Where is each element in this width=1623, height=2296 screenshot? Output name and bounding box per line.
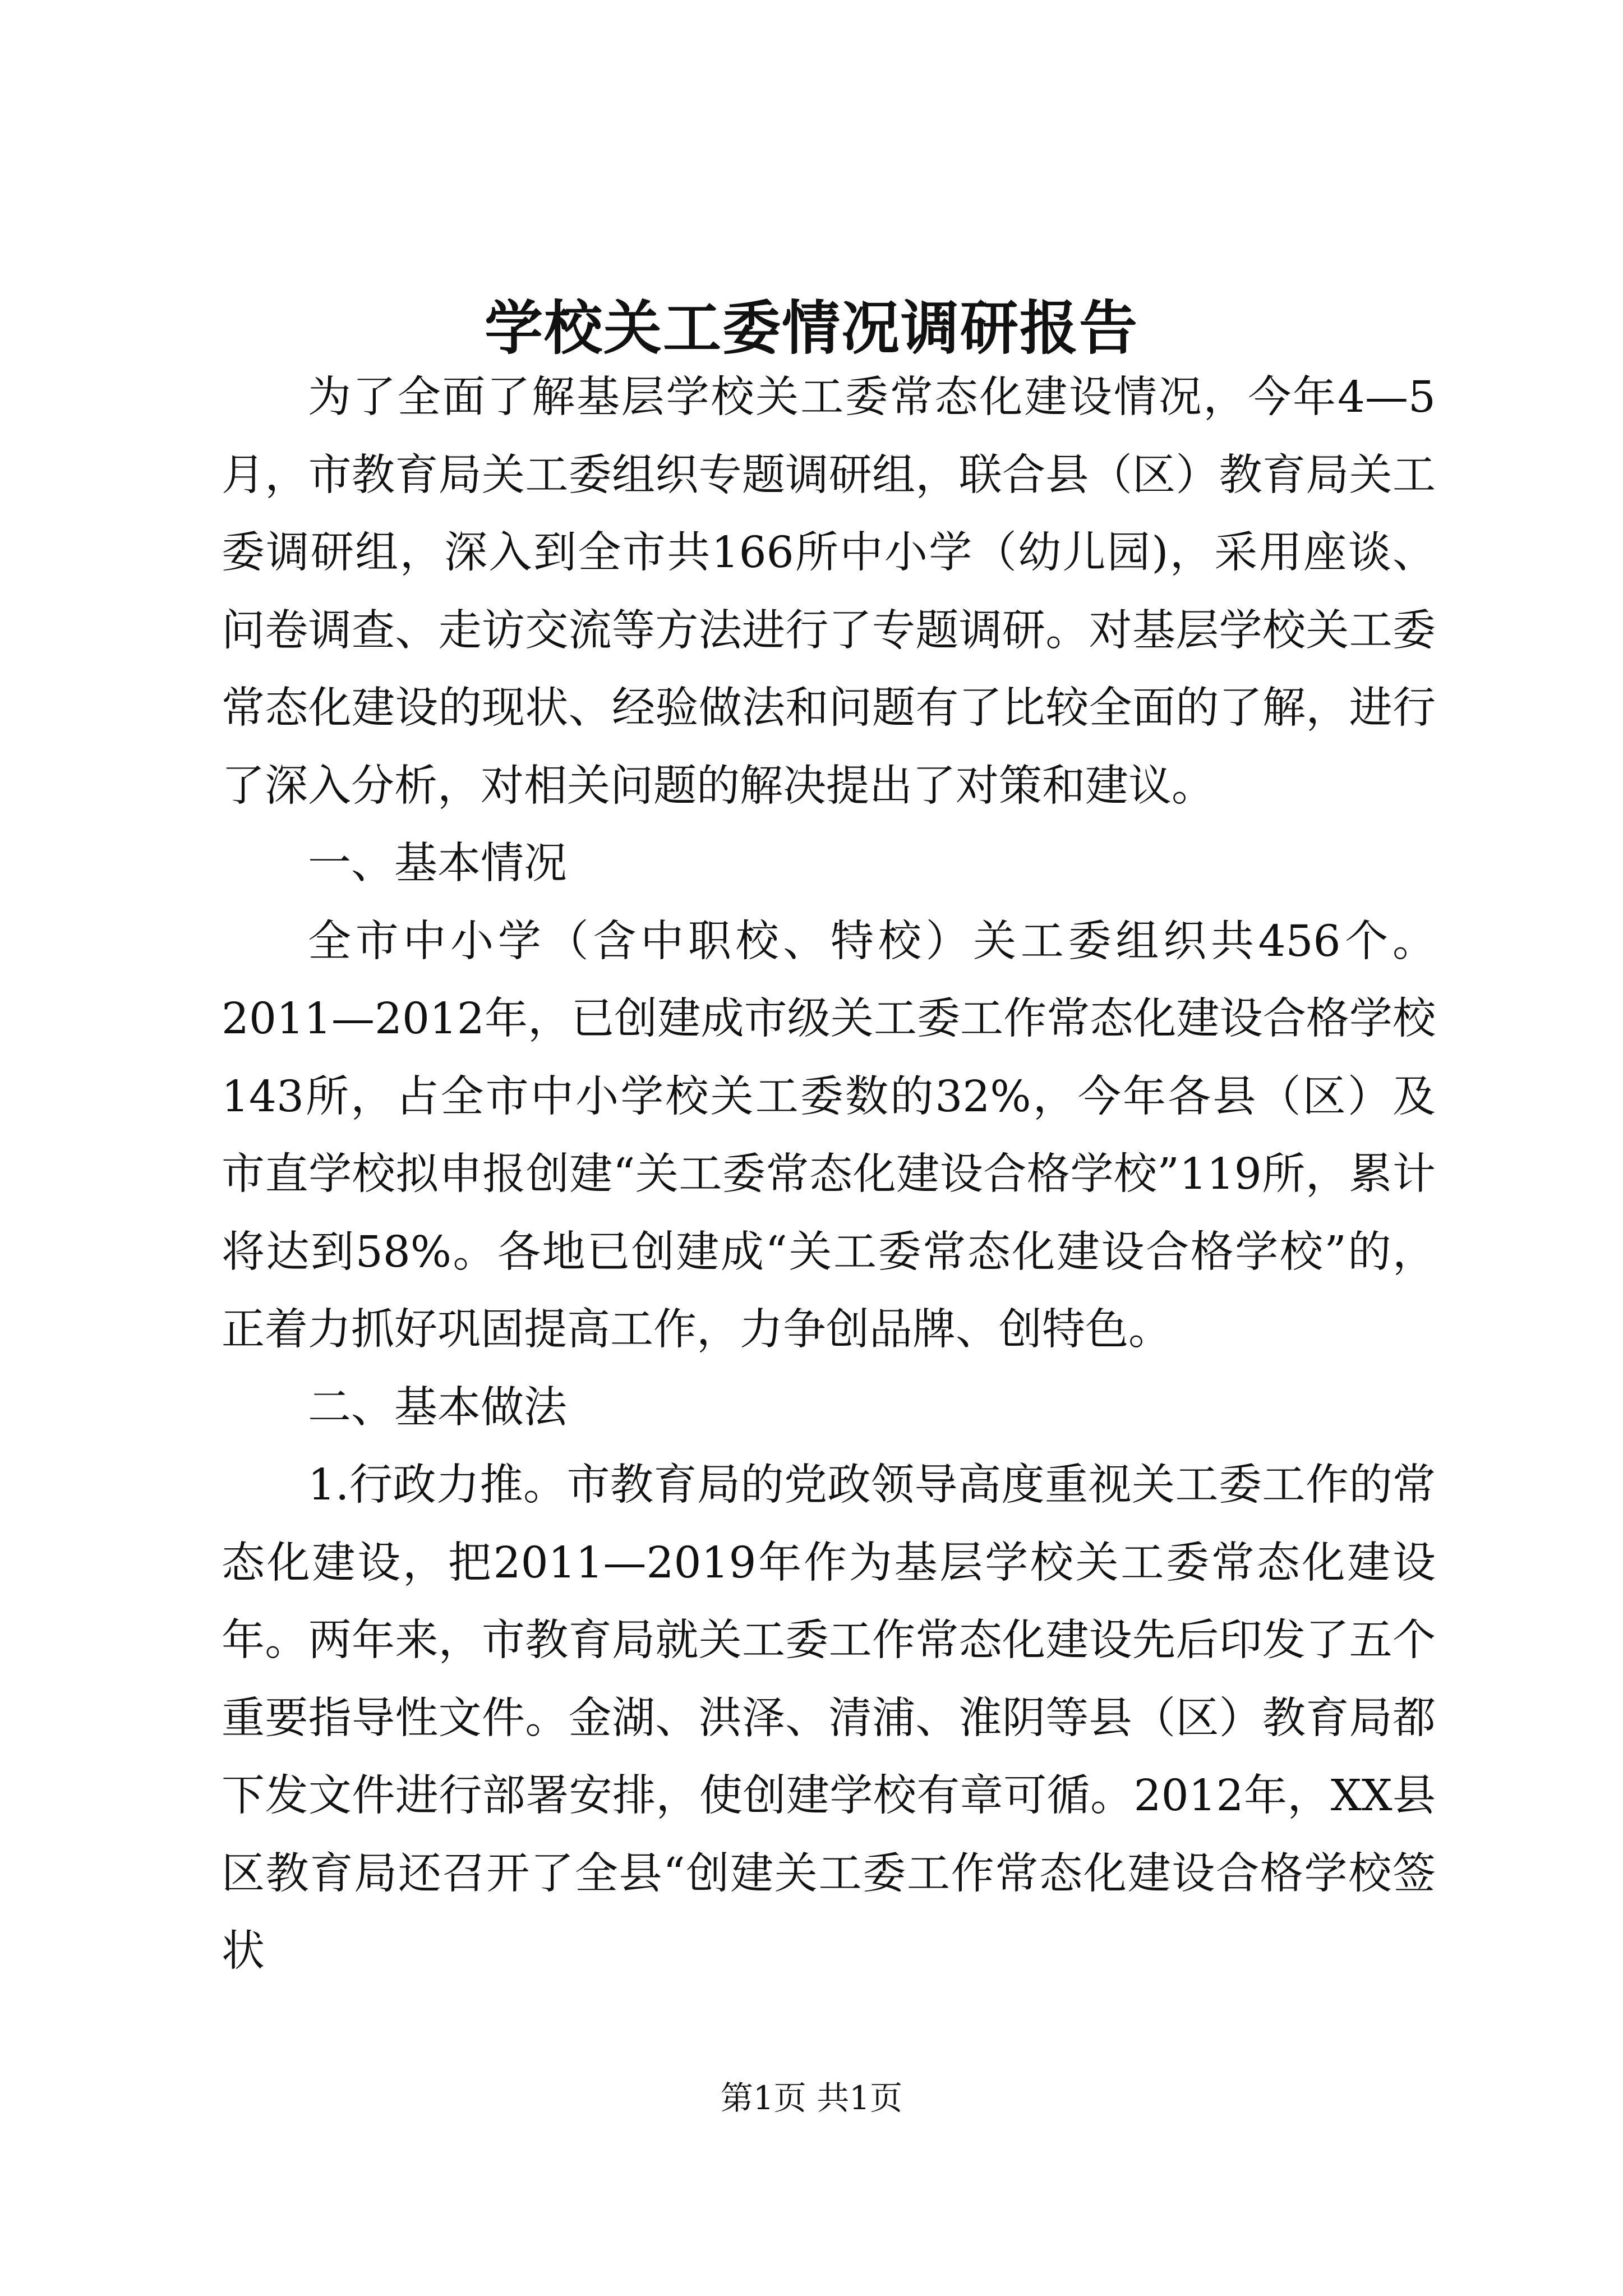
document-title: 学校关工委情况调研报告 xyxy=(484,293,1138,362)
paragraph-intro: 为了全面了解基层学校关工委常态化建设情况，今年4—5月，市教育局关工委组织专题调研组，联合县（区）教育局关工委调研组，深入到全市共166所中小学（幼儿园)，采用座谈、问卷调查、走访交流等方法进行了专题调研。对基层学校关工委常态化建设的现状、经验做法和问题有了比较全面的了解，进行了深入分析，对相关问题的解决提出了对策和建议。 xyxy=(222,372,1436,811)
section-heading-basic-practices: 二、基本做法 xyxy=(308,1382,567,1433)
paragraph-basic-situation: 全市中小学（含中职校、特校）关工委组织共456个。2011—2012年，已创建成市级关工委工作常态化建设合格学校143所，占全市中小学校关工委数的32%，今年各县（区）及市直学校拟申报创建“关工委常态化建设合格学校”119所，累计将达到58%。各地已创建成“关工委常态化建设合格学校”的，正着力抓好巩固提高工作，力争创品牌、创特色。 xyxy=(222,916,1436,1355)
document-body xyxy=(222,359,1436,1991)
paragraph-administrative-push: 1.行政力推。市教育局的党政领导高度重视关工委工作的常态化建设，把2011—2019年作为基层学校关工委常态化建设年。两年来，市教育局就关工委工作常态化建设先后印发了五个重要指导性文件。金湖、洪泽、清浦、淮阴等县（区）教育局都下发文件进行部署安排，使创建学校有章可循。2012年，XX县区教育局还召开了全县“创建关工委工作常态化建设合格学校签状 xyxy=(222,1460,1436,1976)
page-footer: 第1页 共1页 xyxy=(720,2079,903,2117)
section-heading-basic-situation: 一、基本情况 xyxy=(308,839,567,889)
